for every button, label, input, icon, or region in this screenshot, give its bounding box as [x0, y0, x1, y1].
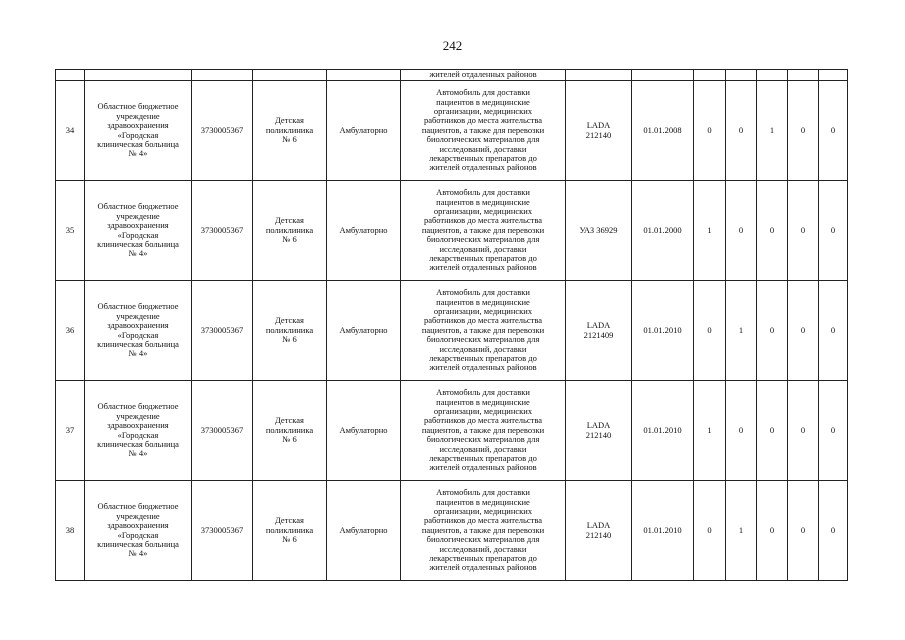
- care-type: Амбулаторно: [327, 281, 401, 381]
- vehicle-description: Автомобиль для доставки пациентов в медицинские организации, медицинских работников до места жительства пациентов, а также для перевозки биологических материалов для исследований, доставки лекарственных препаратов до жителей отдаленных районов: [401, 281, 566, 381]
- row-number: 34: [56, 81, 85, 181]
- value-1: 0: [694, 81, 726, 181]
- inn: 3730005367: [192, 281, 253, 381]
- value-1: 1: [694, 381, 726, 481]
- table-row: [56, 381, 848, 481]
- value-3: 1: [757, 81, 788, 181]
- continuation-description: жителей отдаленных районов: [429, 69, 537, 80]
- value-5: 0: [819, 181, 848, 281]
- care-type: Амбулаторно: [327, 481, 401, 581]
- vehicle-model: УАЗ 36929: [566, 181, 632, 281]
- value-5: 0: [819, 381, 848, 481]
- unit-name: Детская поликлиника № 6: [253, 381, 327, 481]
- table-row: [56, 281, 848, 381]
- commission-date: 01.01.2008: [632, 81, 694, 181]
- vehicle-model: LADA 212140: [566, 381, 632, 481]
- unit-name: Детская поликлиника № 6: [253, 481, 327, 581]
- inn: 3730005367: [192, 481, 253, 581]
- care-type: Амбулаторно: [327, 81, 401, 181]
- value-5: 0: [819, 481, 848, 581]
- unit-name: Детская поликлиника № 6: [253, 181, 327, 281]
- inn: 3730005367: [192, 181, 253, 281]
- vehicle-model: LADA 212140: [566, 81, 632, 181]
- commission-date: 01.01.2010: [632, 481, 694, 581]
- value-5: 0: [819, 81, 848, 181]
- page-number: 242: [442, 38, 463, 53]
- organization-name: Областное бюджетное учреждение здравоохранения «Городская клиническая больница № 4»: [85, 481, 192, 581]
- vehicle-description: Автомобиль для доставки пациентов в медицинские организации, медицинских работников до места жительства пациентов, а также для перевозки биологических материалов для исследований, доставки лекарственных препаратов до жителей отдаленных районов: [401, 181, 566, 281]
- value-2: 1: [726, 281, 757, 381]
- vehicle-registry-table: [55, 69, 848, 581]
- value-3: 0: [757, 381, 788, 481]
- care-type: Амбулаторно: [327, 181, 401, 281]
- value-1: 0: [694, 281, 726, 381]
- row-number: 38: [56, 481, 85, 581]
- vehicle-description: Автомобиль для доставки пациентов в медицинские организации, медицинских работников до места жительства пациентов, а также для перевозки биологических материалов для исследований, доставки лекарственных препаратов до жителей отдаленных районов: [401, 481, 566, 581]
- vehicle-description: Автомобиль для доставки пациентов в медицинские организации, медицинских работников до места жительства пациентов, а также для перевозки биологических материалов для исследований, доставки лекарственных препаратов до жителей отдаленных районов: [401, 381, 566, 481]
- inn: 3730005367: [192, 381, 253, 481]
- value-4: 0: [788, 181, 819, 281]
- organization-name: Областное бюджетное учреждение здравоохранения «Городская клиническая больница № 4»: [85, 381, 192, 481]
- value-2: 0: [726, 381, 757, 481]
- unit-name: Детская поликлиника № 6: [253, 81, 327, 181]
- row-number: 35: [56, 181, 85, 281]
- vehicle-model: LADA 2121409: [566, 281, 632, 381]
- row-number: 36: [56, 281, 85, 381]
- value-2: 1: [726, 481, 757, 581]
- care-type: Амбулаторно: [327, 381, 401, 481]
- value-4: 0: [788, 481, 819, 581]
- table-row: [56, 81, 848, 181]
- value-1: 1: [694, 181, 726, 281]
- value-4: 0: [788, 281, 819, 381]
- organization-name: Областное бюджетное учреждение здравоохранения «Городская клиническая больница № 4»: [85, 81, 192, 181]
- value-5: 0: [819, 281, 848, 381]
- continuation-row: [56, 70, 848, 81]
- value-2: 0: [726, 81, 757, 181]
- value-3: 0: [757, 481, 788, 581]
- organization-name: Областное бюджетное учреждение здравоохранения «Городская клиническая больница № 4»: [85, 181, 192, 281]
- value-4: 0: [788, 381, 819, 481]
- value-4: 0: [788, 81, 819, 181]
- commission-date: 01.01.2010: [632, 381, 694, 481]
- inn: 3730005367: [192, 81, 253, 181]
- row-number: 37: [56, 381, 85, 481]
- unit-name: Детская поликлиника № 6: [253, 281, 327, 381]
- organization-name: Областное бюджетное учреждение здравоохранения «Городская клиническая больница № 4»: [85, 281, 192, 381]
- commission-date: 01.01.2000: [632, 181, 694, 281]
- vehicle-description: Автомобиль для доставки пациентов в медицинские организации, медицинских работников до места жительства пациентов, а также для перевозки биологических материалов для исследований, доставки лекарственных препаратов до жителей отдаленных районов: [401, 81, 566, 181]
- table-row: [56, 181, 848, 281]
- value-3: 0: [757, 281, 788, 381]
- commission-date: 01.01.2010: [632, 281, 694, 381]
- value-1: 0: [694, 481, 726, 581]
- vehicle-model: LADA 212140: [566, 481, 632, 581]
- value-2: 0: [726, 181, 757, 281]
- value-3: 0: [757, 181, 788, 281]
- table-row: [56, 481, 848, 581]
